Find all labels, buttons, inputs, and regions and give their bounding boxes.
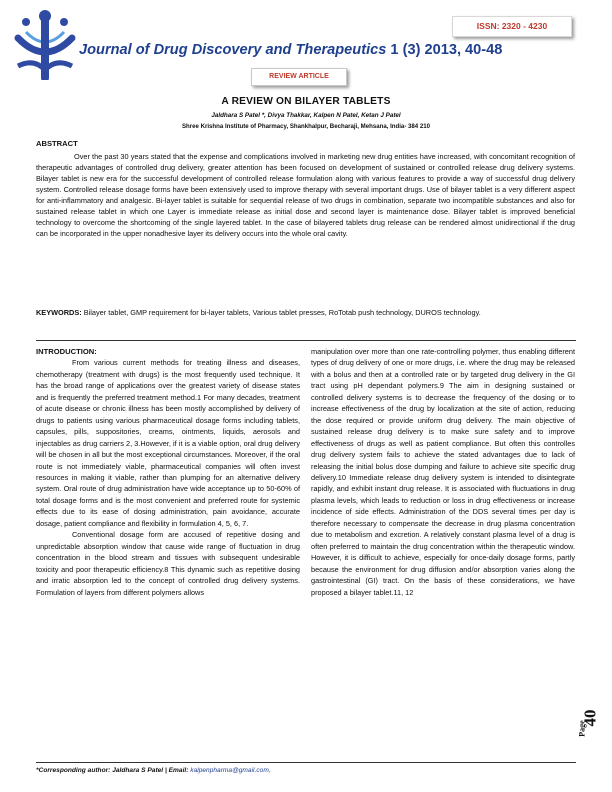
corresponding-email-link[interactable]: kalpenpharma@gmail.com, [190, 767, 271, 774]
introduction-heading: INTRODUCTION: [36, 347, 97, 356]
author-list: Jaldhara S Patel *, Divya Thakkar, Kalpen N Patel, Ketan J Patel [211, 112, 401, 119]
section-divider [36, 340, 576, 341]
journal-logo [14, 8, 76, 80]
journal-volume: 1 (3) 2013, 40-48 [390, 42, 503, 58]
issn-badge: ISSN: 2320 - 4230 [452, 16, 572, 37]
article-type-badge: REVIEW ARTICLE [251, 68, 347, 86]
page-label: Page [577, 720, 587, 737]
keywords [36, 307, 575, 318]
body-column-left [36, 346, 300, 598]
affiliation: Shree Krishna Institute of Pharmacy, Shankhalpur, Becharaji, Mehsana, India- 384 210 [181, 123, 431, 130]
corresponding-author-footnote [36, 767, 271, 774]
intro-paragraph-3: manipulation over more than one rate-controlling polymer, thus enabling different types of drug delivery of one or more drugs, i.e. where the drug may be released with a bolus and then at a controlled rate or by targeted drug delivery in the GI tract using pH dependant polymers.9 The aim in designing sustained or controlled delivery systems is to decrease the frequency of the dosing or to increase effectiveness of the drug by localization at the site of action, reducing the dose required or provide uniform drug delivery. The main objective of sustained release drug delivery is to make sure safety and to improve effectiveness of drugs as well as patient compliance. But often this controlles drug delivery system fails to achieve the stated advantages due to lack of releasing the initial bolus dose dumping and failure to achieve site specific drug delivery.10 Immediate release drug delivery system is intended to disintegrate rapidly, and exhibit instant drug release. It is associated with fluctuations in drug plasma levels, which leads to reduction or loss in drug effectiveness or increase incidence of side effects. Administration of the DDS several times per day is therefore necessary to compensate the decrease in drug plasma concentration due to metabolism and excretion. A relatively constant plasma level of a drug is often preferred to maintain the drug concentration within the therapeutic window. However, it is difficult to achieve, especially for once-daily dosage forms, partly because the environment for drug diffusion and/or absorption varies along the gastrointestinal (GI) tract. On the basis of these considerations, we have proposed a bilayer tablet.11, 12 [311, 347, 575, 597]
journal-name: Journal of Drug Discovery and Therapeutics [79, 42, 387, 58]
page-number: 40 [580, 709, 600, 727]
abstract-heading: ABSTRACT [36, 139, 78, 148]
paper-title: A REVIEW ON BILAYER TABLETS [221, 96, 391, 107]
intro-paragraph-2: Conventional dosage form are accused of repetitive dosing and unpredictable absorption window that cause wide range of fluctuation in drug concentration in the blood stream and tissues with subsequent undesirable toxicity and poor therapeutic efficiency.8 This dynamic such as repetitive dosing and irratic absorption led to the concept of controlled drug delivery systems. Formulation of layers from different polymers allows [36, 530, 300, 597]
journal-title [79, 42, 502, 58]
footnote-divider [36, 762, 576, 763]
abstract-text: Over the past 30 years stated that the expense and complications involved in marketing new drug entities have increased, with concomitant recognition of therapeutic advantages of controlled drug delivery, greater attention has been focused on development of sustained or controlled release drug delivery systems. Bilayer tablet is new era for the successful development of controlled release formulation along with various features to provide a way of successful drug delivery system. Controlled release dosage forms have been extensively used to improve therapy with several important drugs. Use of bilayer tablet is a very different aspect for anti-inflammatory and analgesic. Bi-layer tablet is suitable for sequential release of two drugs in combination, separate two incompatible substances and also for sustained release tablet in which one Layer is immediate release as initial dose and second layer is maintenance dose. Bilayer tablet is improved beneficial technology to overcome the shortcoming of the single layered tablet. In the case of bilayered tablets drug release can be rendered almost unidirectional if the drug can be incorporated in the upper nonadhesive layer its delivery occurs into the whole oral cavity. [36, 152, 575, 239]
intro-paragraph-1: From various current methods for treating illness and diseases, chemotherapy (treatment with drugs) is the most frequently used technique. It has the broad range of applications over the greatest variety of disease states and is frequently the preferred treatment method.1 For many decades, treatment of acute disease or chronic illness has been mostly accomplished by delivery of drugs to patients using various pharmaceutical dosage forms including tablets, capsules, pills, suppositories, creams, ointments, liquids, aerosols and injectables as drug carriers 2, 3.However, if it is a viable option, oral drug delivery will be chosen in all but the most exceptional circumstances. Moreover, if the oral route is not immediately viable, pharmaceutical companies will often invest resources in making it viable, rather than plumping for an alternative delivery system. Oral route of drug administration have wide acceptance up to 50-60% of total dosage forms and is the most convenient and preferred route for systemic effects due to its ease of dosing administration, pain avoidance, accurate dosage, patient compliance and flexibility in formulation 4, 5, 6, 7. [36, 358, 300, 528]
keywords-text: Bilayer tablet, GMP requirement for bi-layer tablets, Various tablet presses, RoTotab push technology, DUROS technology. [81, 308, 481, 317]
body-column-right [311, 346, 575, 598]
page-number-marker [578, 700, 612, 760]
corresponding-author-label: *Corresponding author: Jaldhara S Patel | Email: [36, 767, 189, 774]
keywords-label: KEYWORDS: [36, 308, 82, 317]
